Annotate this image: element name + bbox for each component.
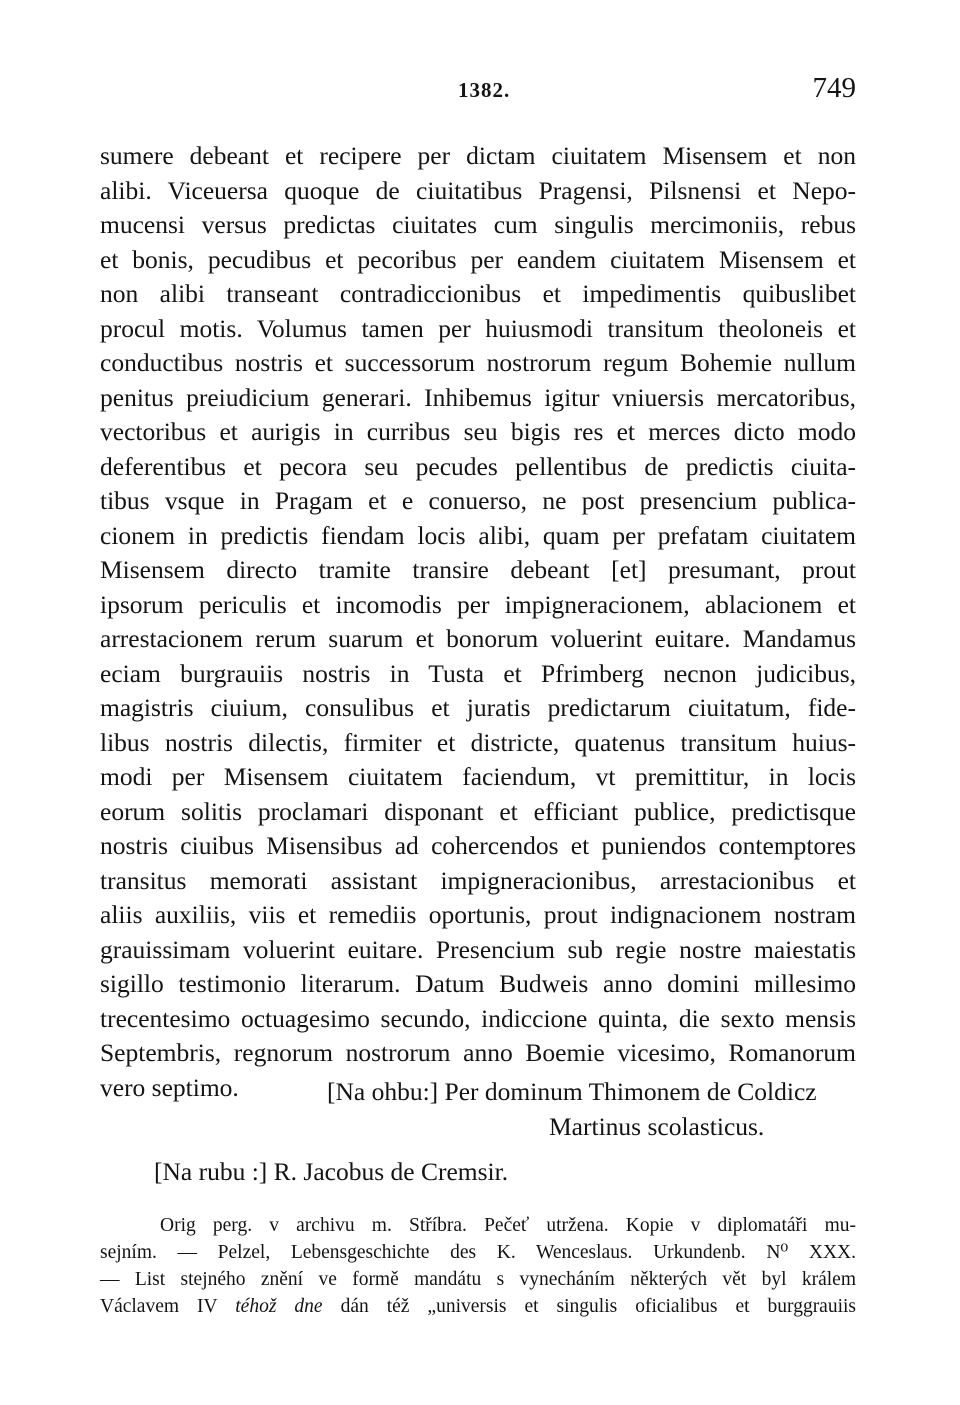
body-line: Septembris, regnorum nostrorum anno Boemie vicesimo, Romanorum <box>100 1038 856 1067</box>
body-line: penitus preiudicium generari. Inhibemus igitur vniuersis mercatoribus, <box>100 382 856 412</box>
body-line: conductibus nostris et successorum nostrorum regum Bohemie nullum <box>100 348 856 377</box>
body-line: tibus vsque in Pragam et e conuerso, ne post presencium publica- <box>100 486 856 515</box>
signature-line-ohbu: [Na ohbu:] Per dominum Thimonem de Coldicz <box>327 1077 817 1106</box>
signature-line-rubu: [Na rubu :] R. Jacobus de Cremsir. <box>154 1157 509 1186</box>
note-line: sejním. — Pelzel, Lebensgeschichte des K. Wenceslaus. Urkundenb. N⁰ XXX. <box>100 1242 856 1263</box>
body-line: non alibi transeant contradiccionibus et impedimentis quibuslibet <box>100 279 856 308</box>
note-line: Orig perg. v archivu m. Stříbra. Pečeť utržena. Kopie v diplomatáři mu- <box>160 1215 856 1236</box>
page-number: 749 <box>812 72 856 104</box>
body-line: vero septimo. <box>100 1072 239 1102</box>
body-line: sumere debeant et recipere per dictam ciuitatem Misensem et non <box>100 141 856 170</box>
body-line: arrestacionem rerum suarum et bonorum voluerint euitare. Mandamus <box>100 624 856 653</box>
body-line: libus nostris dilectis, firmiter et districte, quatenus transitum huius- <box>100 727 856 757</box>
body-line: deferentibus et pecora seu pecudes pellentibus de predictis ciuita- <box>100 451 856 481</box>
body-line: mucensi versus predictas ciuitates cum singulis mercimoniis, rebus <box>100 210 856 239</box>
signature-line-scolasticus: Martinus scolasticus. <box>549 1112 765 1141</box>
body-line: Misensem directo tramite transire debeant [et] presumant, prout <box>100 555 856 584</box>
body-line: trecentesimo octuagesimo secundo, indiccione quinta, die sexto mensis <box>100 1003 856 1033</box>
body-line: eciam burgrauiis nostris in Tusta et Pfrimberg necnon judicibus, <box>100 658 856 688</box>
body-line: alibi. Viceuersa quoque de ciuitatibus Pragensi, Pilsnensi et Nepo- <box>100 175 856 205</box>
header-year: 1382. <box>458 78 511 102</box>
note-line-last <box>100 1293 856 1320</box>
body-line: nostris ciuibus Misensibus ad cohercendos et puniendos contemptores <box>100 831 856 860</box>
body-line: cionem in predictis fiendam locis alibi, quam per prefatam ciuitatem <box>100 520 856 550</box>
body-line: aliis auxiliis, viis et remediis oportunis, prout indignacionem nostram <box>100 900 856 929</box>
editorial-notes <box>100 1212 856 1320</box>
body-line: modi per Misensem ciuitatem faciendum, vt premittitur, in locis <box>100 762 856 791</box>
body-line: vectoribus et aurigis in curribus seu bigis res et merces dicto modo <box>100 417 856 446</box>
note-line: — List stejného znění ve formě mandátu s vynecháním některých vět byl králem <box>100 1269 856 1290</box>
body-line: magistris ciuium, consulibus et juratis predictarum ciuitatum, fide- <box>100 693 856 722</box>
running-head <box>100 72 856 106</box>
body-line: ipsorum periculis et incomodis per impigneracionem, ablacionem et <box>100 589 856 619</box>
document-body <box>100 139 856 1105</box>
body-line: et bonis, pecudibus et pecoribus per eandem ciuitatem Misensem et <box>100 244 856 274</box>
body-line: transitus memorati assistant impigneracionibus, arrestacionibus et <box>100 865 856 895</box>
body-line: eorum solitis proclamari disponant et efficiant publice, predictisque <box>100 796 856 826</box>
body-line: sigillo testimonio literarum. Datum Budweis anno domini millesimo <box>100 969 856 998</box>
body-line: procul motis. Volumus tamen per huiusmodi transitum theoloneis et <box>100 313 856 343</box>
note-text: dán též „universis et singulis oficialibus et burggrauiis <box>340 1296 857 1317</box>
body-line: grauissimam voluerint euitare. Presencium sub regie nostre maiestatis <box>100 934 856 964</box>
note-text: Václavem IV <box>100 1296 218 1317</box>
note-italic-text: téhož dne <box>235 1296 323 1317</box>
